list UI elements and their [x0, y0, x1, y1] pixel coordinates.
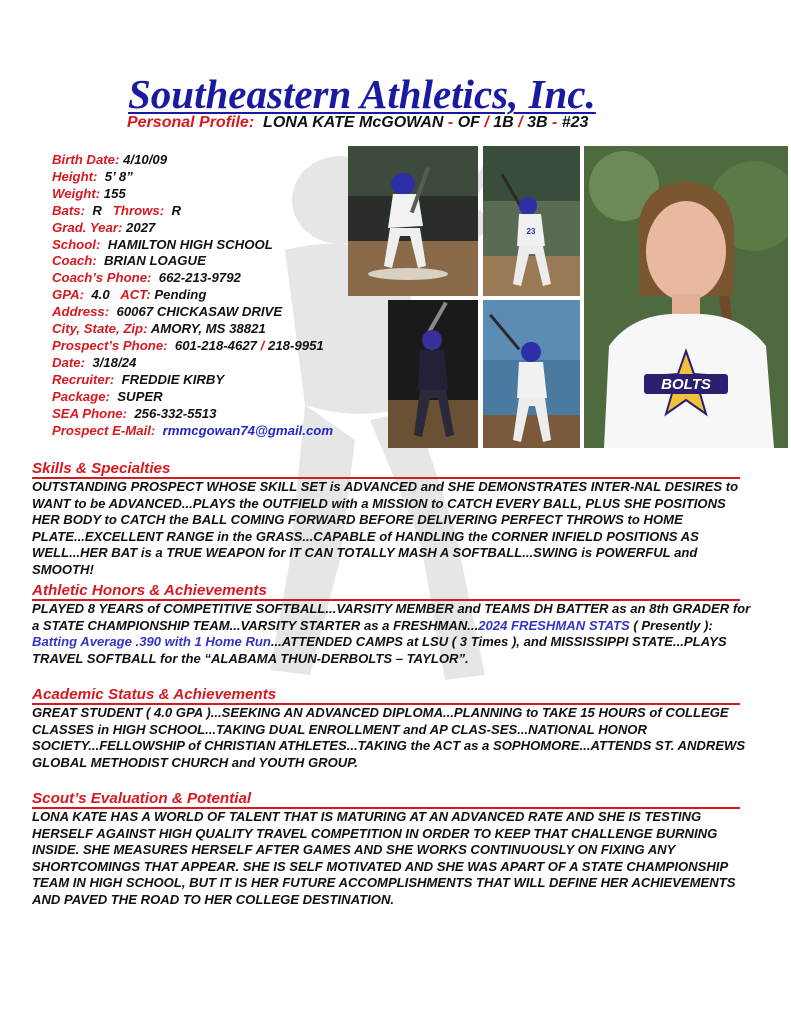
- info-date: [52, 355, 333, 372]
- section-body: OUTSTANDING PROSPECT WHOSE SKILL SET is ADVANCED and SHE DEMONSTRATES INTER-NAL DESIRES to WANT to be ADVANCED...PLAYS the OUTFIELD with a MISSION to CATCH EVERY BALL, PLUS SHE POSITIONS HER BODY to CATCH the BALL COMING FORWARD BEFORE DELIVERING PERFECT THROWS to HOME PLATE...EXCELLENT RANGE in the GRASS...CAPABLE of HANDLING the CORNER INFIELD POSITIONS AS WELL...HER BAT is a TRUE WEAPON for IT CAN TOTALLY MASH A SOFTBALL...SWING is POWERFUL and SMOOTH!: [32, 479, 739, 577]
- info-label: Recruiter:: [52, 371, 115, 387]
- info-label: Bats:: [52, 202, 85, 218]
- section-heading: Academic Status & Achievements: [32, 686, 740, 705]
- photo-swing: [483, 300, 580, 448]
- section-body: [32, 601, 752, 667]
- info-bats-throws: [52, 203, 333, 220]
- info-label: Coach:: [52, 253, 97, 269]
- separator: /: [513, 114, 528, 131]
- section-body: GREAT STUDENT ( 4.0 GPA )...SEEKING AN ADVANCED DIPLOMA...PLANNING to TAKE 15 HOURS of COLLEGE CLASSES in HIGH SCHOOL...TAKING DUAL ENROLLMENT and AP CLAS-SES...NATIONAL HONOR SOCIETY...FELLOWSHIP of CHRISTIAN ATHLETES...TAKING the ACT as a SOPHOMORE...ATTENDS ST. ANDREWS GLOBAL METHODIST CHURCH and YOUTH GROUP.: [32, 705, 746, 770]
- info-label: Package:: [52, 388, 110, 404]
- info-coach: [52, 253, 333, 270]
- email-value[interactable]: rmmcgowan74@gmail.com: [162, 422, 334, 438]
- photo-portrait: [584, 146, 788, 448]
- info-recruiter: [52, 372, 333, 389]
- info-value: BRIAN LOAGUE: [104, 253, 206, 269]
- info-value: Pending: [154, 287, 207, 303]
- section-skills: [32, 460, 752, 578]
- info-height: [52, 169, 333, 186]
- section-heading: Skills & Specialties: [32, 460, 740, 479]
- section-athletic: [32, 582, 752, 667]
- info-value: FREDDIE KIRBY: [121, 371, 225, 387]
- info-label: ACT:: [120, 287, 151, 303]
- info-value: 4.0: [91, 287, 110, 303]
- section-academic: [32, 686, 752, 771]
- separator: /: [257, 337, 269, 353]
- photo-dark-uniform: [388, 300, 478, 448]
- info-label: Prospect’s Phone:: [52, 337, 168, 353]
- info-value: HAMILTON HIGH SCHOOL: [107, 236, 273, 252]
- info-value: 4/10/09: [123, 152, 168, 167]
- separator: /: [479, 114, 494, 131]
- info-value: AMORY, MS 38821: [150, 321, 266, 337]
- info-label: Birth Date:: [52, 152, 120, 167]
- photo-jersey-number: 23: [526, 227, 536, 236]
- info-grad-year: [52, 220, 333, 237]
- section-heading: Scout’s Evaluation & Potential: [32, 790, 740, 809]
- section-scout: [32, 790, 752, 908]
- info-block: [52, 152, 333, 439]
- prospect-name: LONA KATE McGOWAN: [263, 114, 444, 131]
- jersey-bolts-text: BOLTS: [661, 376, 711, 393]
- athletic-text: ...ATTENDED CAMPS at LSU ( 3 Times ), and MISSISSIPPI STATE...PLAYS TRAVEL SOFTBALL for the “ALABAMA THUN-DERBOLTS – TAYLOR”.: [32, 634, 727, 666]
- info-email: [52, 423, 333, 440]
- info-value: 2027: [126, 219, 156, 235]
- section-heading: Athletic Honors & Achievements: [32, 582, 740, 601]
- info-gpa-act: [52, 287, 333, 304]
- info-address: [52, 304, 333, 321]
- info-value: 256-332-5513: [134, 405, 217, 421]
- athletic-text: ( Presently ):: [629, 617, 713, 633]
- info-value: 3/18/24: [92, 354, 137, 370]
- info-birth-date: [52, 152, 333, 169]
- personal-profile-line: [127, 114, 588, 132]
- info-value: R: [92, 202, 102, 218]
- separator: -: [443, 114, 458, 131]
- jersey-number: #23: [561, 114, 589, 131]
- info-label: SEA Phone:: [52, 405, 127, 421]
- company-title: Southeastern Athletics, Inc.: [128, 71, 596, 117]
- info-city-state-zip: [52, 321, 333, 338]
- info-label: Height:: [52, 168, 98, 184]
- info-label: Weight:: [52, 185, 101, 201]
- info-label: Grad. Year:: [52, 219, 123, 235]
- info-coach-phone: [52, 270, 333, 287]
- info-value: R: [171, 202, 181, 218]
- info-sea-phone: [52, 406, 333, 423]
- info-value: SUPER: [117, 388, 163, 404]
- info-label: Prospect E-Mail:: [52, 422, 156, 438]
- info-value: 662-213-9792: [158, 270, 241, 286]
- athletic-text: PLAYED 8 YEARS of COMPETITIVE SOFTBALL...VARSITY MEMBER and TEAMS DH BATTER as an 8th GRADER for a STATE CHAMPIONSHIP TEAM...VARSITY STARTER as a FRESHMAN...: [32, 601, 751, 633]
- batting-average: Batting Average .390 with 1 Home Run: [32, 634, 271, 649]
- profile-label: Personal Profile:: [127, 114, 255, 131]
- position-1b: 1B: [493, 114, 514, 131]
- info-label: School:: [52, 236, 101, 252]
- info-weight: [52, 186, 333, 203]
- info-value: 5’ 8”: [104, 168, 133, 184]
- info-value: 218-9951: [268, 337, 324, 353]
- info-value: 155: [103, 185, 126, 201]
- section-body: LONA KATE HAS A WORLD OF TALENT THAT IS MATURING AT AN ADVANCED RATE AND SHE IS TESTING HERSELF AGAINST HIGH QUALITY TRAVEL COMPETITION IN ORDER TO KEEP THAT CHALLENGE BURNING INSIDE. SHE MEASURES HERSELF AFTER GAMES AND SHE WORKS CONTINUOUSLY ON FIXING ANY SHORTCOMINGS THAT APPEAR. SHE IS SELF MOTIVATED AND SHE WAS APART OF A STATE CHAMPIONSHIP TEAM IN HIGH SCHOOL, BUT IT IS HER FUTURE ACCOMPLISHMENTS THAT WILL DEFINE HER ACHIEVEMENTS AND PAVED THE ROAD TO HER COLLEGE DESTINATION.: [32, 809, 736, 907]
- position-3b: 3B: [527, 114, 548, 131]
- separator: -: [547, 114, 562, 131]
- info-label: Throws:: [112, 202, 165, 218]
- info-value: 60067 CHICKASAW DRIVE: [116, 304, 283, 320]
- position-of: OF: [457, 114, 480, 131]
- photo-at-plate: [483, 146, 580, 296]
- info-school: [52, 237, 333, 254]
- info-prospect-phone: [52, 338, 333, 355]
- photo-batting-stance: [348, 146, 478, 296]
- info-package: [52, 389, 333, 406]
- info-label: City, State, Zip:: [52, 321, 148, 337]
- info-label: Address:: [52, 304, 110, 320]
- info-label: GPA:: [52, 287, 84, 303]
- freshman-stats-label: 2024 FRESHMAN STATS: [478, 617, 630, 633]
- info-label: Date:: [52, 354, 85, 370]
- info-value: 601-218-4627: [174, 337, 258, 353]
- info-label: Coach’s Phone:: [52, 270, 152, 286]
